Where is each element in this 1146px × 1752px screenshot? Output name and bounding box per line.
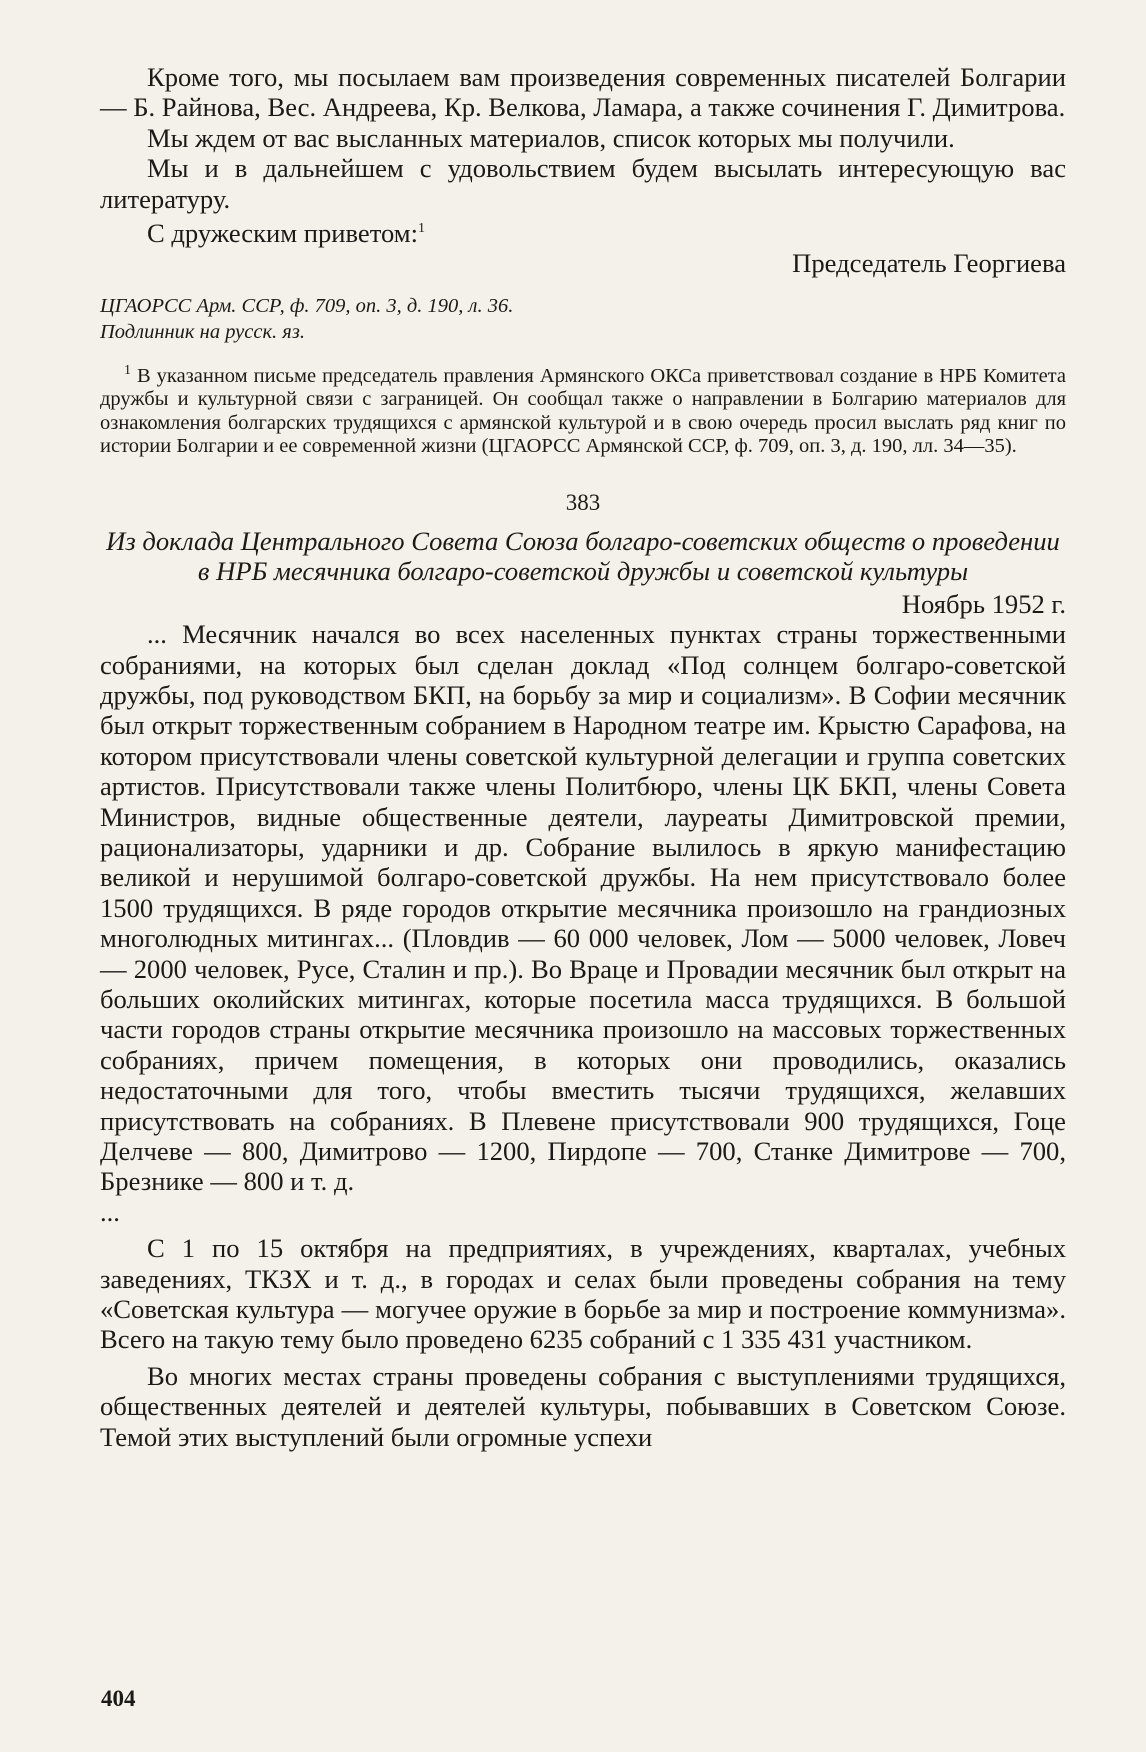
footnote-mark: 1 (124, 362, 131, 378)
document-paragraph-2: С 1 по 15 октября на предприятиях, в учреждениях, кварталах, учебных заведениях, ТКЗХ и т. д., в городах и селах были проведены собрания на тему «Советская культура — могучее оружие в борьбе за мир и построение коммунизма». Всего на такую тему было проведено 6235 собраний с 1 335 431 участником. (100, 1233, 1066, 1355)
document-page (100, 62, 1066, 1452)
letter-paragraph-3: Мы и в дальнейшем с удовольствием будем высылать интересующую вас литературу. (100, 153, 1066, 214)
letter-paragraph-2: Мы ждем от вас высланных материалов, список которых мы получили. (147, 122, 955, 153)
page-number: 404 (101, 1686, 136, 1711)
letter-closing-text: С дружеским приветом: (147, 217, 418, 248)
document-paragraph-3: Во многих местах страны проведены собрания с выступлениями трудящихся, общественных деятелей и деятелей культуры, побывавших в Советском Союзе. Темой этих выступлений были огромные успехи (100, 1360, 1066, 1452)
letter-paragraph-1: Кроме того, мы посылаем вам произведения современных писателей Болгарии — Б. Райнова, Вес. Андреева, Кр. Велкова, Ламара, а также сочинения Г. Димитрова. (100, 62, 1066, 123)
archive-reference (100, 293, 1066, 345)
document-date: Ноябрь 1952 г. (901, 588, 1066, 619)
footnote-reference: 1 (417, 221, 425, 237)
signature: Председатель Георгиева (792, 248, 1066, 279)
document-number: 383 (565, 489, 601, 515)
letter-closing (100, 214, 1066, 248)
document-title: Из доклада Центрального Совета Союза болгаро-советских обществ о проведении в НРБ месячника болгаро-советской дружбы и советской культуры (106, 525, 1060, 587)
archive-original-language: Подлинник на русск. яз. (100, 320, 305, 343)
ellipsis: ... (100, 1196, 120, 1227)
footnote (100, 359, 1066, 459)
footnote-text: В указанном письме председатель правления Армянского ОКСа приветствовал создание в НРБ Комитета дружбы и культурной связи с заграницей. Он сообщал также о направлении в Болгарию материалов для ознакомления болгарских трудящихся с армянской культурой и в свою очередь просил выслать ряд книг по истории Болгарии и ее современной жизни (ЦГАОРСС Армянской ССР, ф. 709, оп. 3, д. 190, лл. 34—35). (100, 364, 1066, 458)
document-paragraph-1: ... Месячник начался во всех населенных пунктах страны торжественными собраниями, на которых был сделан доклад «Под солнцем болгаро-советской дружбы, под руководством БКП, на борьбу за мир и социализм». В Софии месячник был открыт торжественным собранием в Народном театре им. Крыстю Сарафова, на котором присутствовали члены советской культурной делегации и группа советских артистов. Присутствовали также члены Политбюро, члены ЦК БКП, члены Совета Министров, видные общественные деятели, лауреаты Димитровской премии, рационализаторы, ударники и др. Собрание вылилось в яркую манифестацию великой и нерушимой болгаро-советской дружбы. На нем присутствовало более 1500 трудящихся. В ряде городов открытие месячника произошло на грандиозных многолюдных митингах... (Пловдив — 60 000 человек, Лом — 5000 человек, Ловеч — 2000 человек, Русе, Сталин и пр.). Во Враце и Провадии месячник был открыт на больших околийских митингах, которые посетила масса трудящихся. В большой части городов страны открытие месячника произошло на массовых торжественных собраниях, причем помещения, в которых они проводились, оказались недостаточными для того, чтобы вместить тысячи трудящихся, желавших присутствовать на собраниях. В Плевене присутствовали 900 трудящихся, Гоце Делчеве — 800, Димитрово — 1200, Пирдопе — 700, Станке Димитрове — 700, Брезнике — 800 и т. д. (100, 619, 1066, 1197)
archive-source: ЦГАОРСС Арм. ССР, ф. 709, оп. 3, д. 190, л. 36. (100, 294, 514, 317)
